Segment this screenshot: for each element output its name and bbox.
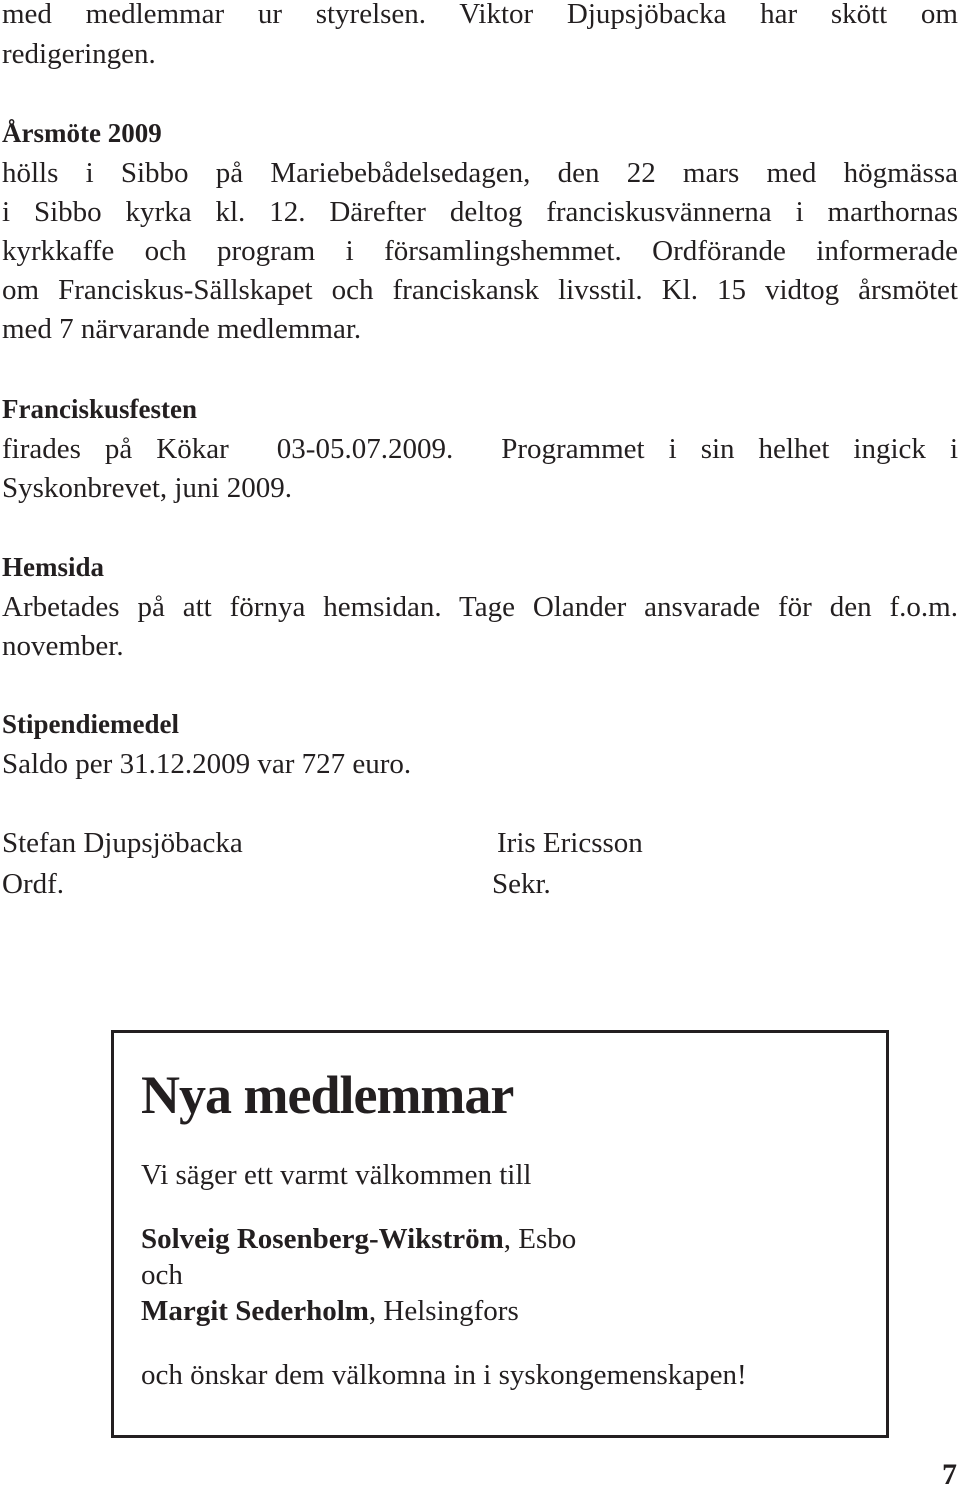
arsmote-line-2: i Sibbo kyrka kl. 12. Därefter deltog franciskusvännerna i marthornas (2, 196, 958, 228)
hemsida-line-2: november. (2, 630, 124, 662)
signature-right-title: Sekr. (492, 868, 551, 900)
section-heading-hemsida: Hemsida (2, 552, 105, 582)
new-members-conjunction: och (141, 1259, 183, 1291)
new-member-2-name: Margit Sederholm (141, 1295, 369, 1327)
franciskusfesten-line-2: Syskonbrevet, juni 2009. (2, 472, 292, 504)
new-members-box (111, 1030, 889, 1438)
new-members-intro: Vi säger ett varmt välkommen till (141, 1159, 532, 1191)
new-member-2 (141, 1292, 519, 1330)
new-member-1-place: , Esbo (503, 1223, 577, 1255)
stipendiemedel-line-1: Saldo per 31.12.2009 var 727 euro. (2, 748, 412, 780)
page-number: 7 (942, 1458, 957, 1491)
section-heading-arsmote: Årsmöte 2009 (2, 118, 162, 148)
new-member-1-name: Solveig Rosenberg-Wikström (141, 1223, 504, 1255)
signature-left-title: Ordf. (2, 868, 65, 900)
new-member-2-place: , Helsingfors (368, 1295, 519, 1327)
arsmote-line-1: hölls i Sibbo på Mariebebådelsedagen, den 22 mars med högmässa (2, 157, 958, 189)
hemsida-line-1: Arbetades på att förnya hemsidan. Tage Olander ansvarade för den f.o.m. (2, 591, 958, 623)
intro-line-2: redigeringen. (2, 38, 156, 70)
franciskusfesten-line-1: firades på Kökar 03-05.07.2009. Programmet i sin helhet ingick i (2, 433, 958, 465)
section-heading-stipendiemedel: Stipendiemedel (2, 709, 180, 739)
new-members-title: Nya medlemmar (141, 1065, 514, 1125)
arsmote-line-4: om Franciskus-Sällskapet och franciskansk livsstil. Kl. 15 vidtog årsmötet (2, 274, 958, 306)
signature-left-name: Stefan Djupsjöbacka (2, 827, 243, 859)
new-member-1 (141, 1220, 576, 1258)
arsmote-line-3: kyrkkaffe och program i församlingshemmet. Ordförande informerade (2, 235, 958, 267)
arsmote-line-5: med 7 närvarande medlemmar. (2, 313, 362, 345)
signature-right-name: Iris Ericsson (497, 827, 643, 859)
intro-line-1: med medlemmar ur styrelsen. Viktor Djupsjöbacka har skött om (2, 0, 958, 30)
new-members-closing: och önskar dem välkomna in i syskongemenskapen! (141, 1359, 747, 1391)
section-heading-franciskusfesten: Franciskusfesten (2, 394, 197, 424)
